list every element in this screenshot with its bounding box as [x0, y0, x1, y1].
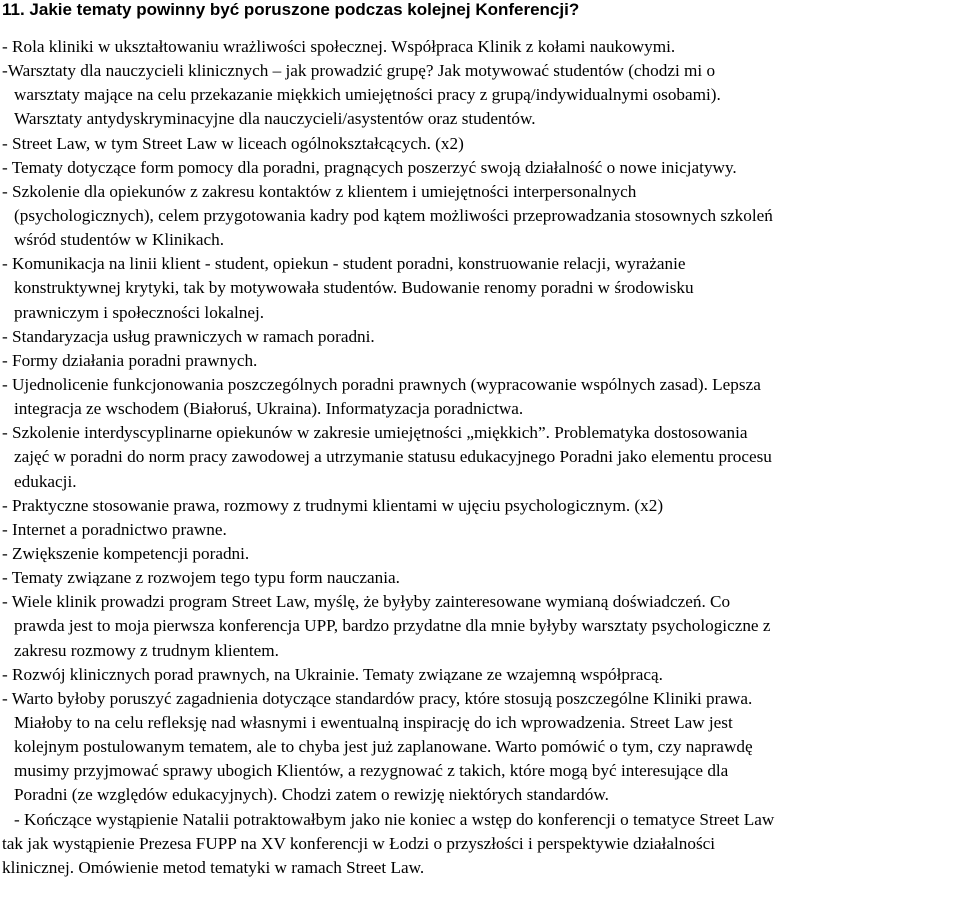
answer-line: zakresu rozmowy z trudnym klientem.	[14, 640, 279, 660]
answer-line: - Internet a poradnictwo prawne.	[2, 519, 227, 539]
answer-line: - Rola kliniki w ukształtowaniu wrażliwości społecznej. Współpraca Klinik z kołami naukowymi.	[2, 37, 676, 56]
answer-line: prawniczym i społeczności lokalnej.	[14, 302, 265, 322]
answer-line: warsztaty mające na celu przekazanie miękkich umiejętności pracy z grupą/indywidualnymi osobami).	[14, 85, 721, 105]
answers-list	[2, 35, 958, 880]
answer-line: - Tematy dotyczące form pomocy dla poradni, pragnących poszerzyć swoją działalność o nowe inicjatywy.	[2, 157, 737, 177]
answer-line: klinicznej. Omówienie metod tematyki w ramach Street Law.	[2, 857, 425, 877]
answer-line: - Wiele klinik prowadzi program Street Law, myślę, że byłyby zainteresowane wymianą doświadczeń. Co	[2, 592, 731, 612]
answer-line: edukacji.	[14, 471, 77, 491]
answer-line: Warsztaty antydyskryminacyjne dla nauczycieli/asystentów oraz studentów.	[14, 109, 536, 129]
answer-line: - Ujednolicenie funkcjonowania poszczególnych poradni prawnych (wypracowanie wspólnych zasad). Lepsza	[2, 374, 761, 394]
answer-line: - Street Law, w tym Street Law w liceach ogólnokształcących. (x2)	[2, 133, 464, 153]
answer-line: - Szkolenie interdyscyplinarne opiekunów w zakresie umiejętności „miękkich”. Problematyka dostosowania	[2, 423, 748, 443]
answer-line: prawda jest to moja pierwsza konferencja UPP, bardzo przydatne dla mnie byłyby warsztaty psychologiczne z	[14, 616, 771, 636]
answer-line: - Rozwój klinicznych porad prawnych, na Ukrainie. Tematy związane ze wzajemną współpracą.	[2, 664, 663, 684]
answer-line: - Tematy związane z rozwojem tego typu form nauczania.	[2, 568, 400, 588]
answer-line: - Komunikacja na linii klient - student, opiekun - student poradni, konstruowanie relacji, wyrażanie	[2, 254, 686, 274]
answer-line: - Szkolenie dla opiekunów z zakresu kontaktów z klientem i umiejętności interpersonalnych	[2, 181, 637, 201]
answer-line: - Warto byłoby poruszyć zagadnienia dotyczące standardów pracy, które stosują poszczególne Kliniki prawa.	[2, 688, 753, 708]
answer-line: Miałoby to na celu refleksję nad własnymi i ewentualną inspirację do ich wprowadzenia. Street Law jest	[14, 712, 733, 732]
answer-line: - Zwiększenie kompetencji poradni.	[2, 543, 250, 563]
answer-line: kolejnym postulowanym tematem, ale to chyba jest już zaplanowane. Warto pomówić o tym, czy naprawdę	[14, 737, 753, 757]
answer-line: tak jak wystąpienie Prezesa FUPP na XV konferencji w Łodzi o przyszłości i perspektywie działalności	[2, 833, 716, 853]
document-page	[2, 0, 958, 880]
answer-line: - Praktyczne stosowanie prawa, rozmowy z trudnymi klientami w ujęciu psychologicznym. (x2)	[2, 495, 664, 515]
answer-line: - Standaryzacja usług prawniczych w ramach poradni.	[2, 326, 375, 346]
answer-line: (psychologicznych), celem przygotowania kadry pod kątem możliwości przeprowadzania stosownych szkoleń	[14, 205, 773, 225]
answer-line: -Warsztaty dla nauczycieli klinicznych – jak prowadzić grupę? Jak motywować studentów (chodzi mi o	[2, 61, 716, 81]
answer-line: musimy przyjmować sprawy ubogich Klientów, a rezygnować z takich, które mogą być interesujące dla	[14, 761, 729, 781]
answer-line: konstruktywnej krytyki, tak by motywowała studentów. Budowanie renomy poradni w środowisku	[14, 278, 694, 298]
answer-line: - Formy działania poradni prawnych.	[2, 350, 258, 370]
answer-line: wśród studentów w Klinikach.	[14, 230, 225, 250]
answer-line: zajęć w poradni do norm pracy zawodowej a utrzymanie statusu edukacyjnego Poradni jako elementu procesu	[14, 447, 772, 467]
answer-line: integracja ze wschodem (Białoruś, Ukraina). Informatyzacja poradnictwa.	[14, 399, 524, 419]
answer-line: Poradni (ze względów edukacyjnych). Chodzi zatem o rewizję niektórych standardów.	[14, 785, 609, 805]
answer-line: - Kończące wystąpienie Natalii potraktowałbym jako nie koniec a wstęp do konferencji o tematyce Street Law	[14, 809, 775, 829]
question-heading: 11. Jakie tematy powinny być poruszone podczas kolejnej Konferencji?	[2, 0, 580, 19]
